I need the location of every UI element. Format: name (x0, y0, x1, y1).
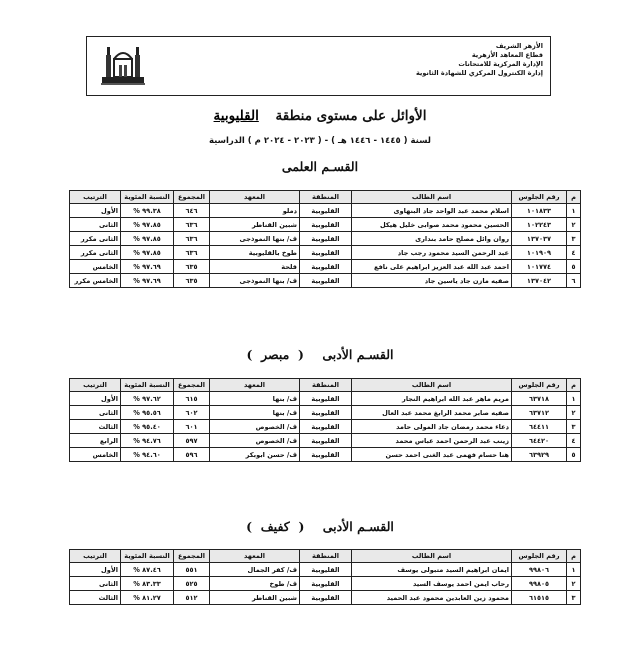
table-row (70, 563, 581, 577)
column-header: م (567, 191, 581, 204)
academic-year: لسنة ( ١٤٤٥ - ١٤٤٦ هـ ) - ( ٢٠٢٣ - ٢٠٢٤ م ) الدراسية (209, 136, 431, 146)
table-cell: ٩٧.٦٩ % (121, 274, 174, 288)
org-line: قطاع المعاهد الأزهرية (471, 51, 543, 59)
table-cell: ٣ (567, 232, 581, 246)
table-cell: الرابع (70, 434, 121, 448)
table-cell: ٢ (567, 406, 581, 420)
table-cell: ٦٤٤١١ (512, 420, 567, 434)
table-row (70, 246, 581, 260)
table-cell: الثانى (70, 406, 121, 420)
table-cell: ٩٧.٨٥ % (121, 246, 174, 260)
title-text: الأوائل على مستوى منطقة (275, 108, 427, 124)
table-row (70, 260, 581, 274)
table-cell: ٣ (567, 420, 581, 434)
table-cell: ٦٣٥ (174, 274, 210, 288)
table-cell: ٥ (567, 448, 581, 462)
table-cell: ٩٥.٤٠ % (121, 420, 174, 434)
org-line: إدارة الكنترول المركزي للشهادة الثانوية (415, 69, 543, 77)
table-cell: ٥٥١ (174, 563, 210, 577)
column-header: رقم الجلوس (512, 550, 567, 563)
table-cell: ٩٧.٨٥ % (121, 232, 174, 246)
table-cell: ٦٠٢ (174, 406, 210, 420)
table-cell: شبين القناطر (210, 218, 300, 232)
table-cell: ١ (567, 563, 581, 577)
table-cell: القليوبية (300, 218, 352, 232)
table-cell: القليوبية (300, 204, 352, 218)
table-cell: الأول (70, 204, 121, 218)
section-subtitle: كفيف (260, 519, 290, 534)
table-cell: ف/ حسن ابوبكر (210, 448, 300, 462)
org-line: الإدارة المركزية للامتحانات (458, 60, 543, 68)
table-cell: مريم ماهر عبد الله ابراهيم النجار (352, 392, 512, 406)
table-cell: القليوبية (300, 420, 352, 434)
table-cell: ٤ (567, 434, 581, 448)
table-cell: ٩٩٨٠٦ (512, 563, 567, 577)
table-cell: القليوبية (300, 448, 352, 462)
table-cell: ٦٠١ (174, 420, 210, 434)
table-cell: ١٠١٩٠٩ (512, 246, 567, 260)
table-cell: الثالث (70, 420, 121, 434)
table-cell: ٦٣٥ (174, 260, 210, 274)
table-cell: ٦ (567, 274, 581, 288)
table-cell: الخامس (70, 260, 121, 274)
table-cell: ٦٣٧١٨ (512, 392, 567, 406)
table-cell: ٩٤.٧٦ % (121, 434, 174, 448)
table-cell: ٨١.٢٧ % (121, 591, 174, 605)
table-cell: ٩٧.٦٩ % (121, 260, 174, 274)
table-cell: القليوبية (300, 392, 352, 406)
table-cell: اسلام محمد عبد الواحد جاد البنهاوى (352, 204, 512, 218)
table-row (70, 274, 581, 288)
table-cell: ف/ بنها (210, 406, 300, 420)
table-cell: الحسين محمود محمد صوابى خليل هيكل (352, 218, 512, 232)
column-header: الترتيب (70, 550, 121, 563)
table-cell: ف/ الخصوص (210, 420, 300, 434)
table-row (70, 218, 581, 232)
table-cell: محمود زين العابدين محمود عبد الحميد (352, 591, 512, 605)
table-cell: القليوبية (300, 591, 352, 605)
table-cell: ٥٢٥ (174, 577, 210, 591)
table-cell: شبين القناطر (210, 591, 300, 605)
column-header: رقم الجلوس (512, 379, 567, 392)
organization-header (283, 42, 543, 78)
column-header: رقم الجلوس (512, 191, 567, 204)
table-cell: روان وائل مصلح حامد بندارى (352, 232, 512, 246)
table-row (70, 577, 581, 591)
column-header: اسم الطالب (352, 191, 512, 204)
column-header: النسبة المئوية (121, 191, 174, 204)
table-cell: عبد الرحمن السيد محمود رجب جاد (352, 246, 512, 260)
table-cell: ٥١٢ (174, 591, 210, 605)
table-cell: ٤ (567, 246, 581, 260)
table-cell: ٦١٥١٥ (512, 591, 567, 605)
table-cell: ٣ (567, 591, 581, 605)
table-row (70, 392, 581, 406)
table-cell: ١٠٢٢٤٣ (512, 218, 567, 232)
table-cell: الثانى مكرر (70, 232, 121, 246)
table-cell: ١٠١٧٧٤ (512, 260, 567, 274)
column-header: م (567, 379, 581, 392)
table-cell: ٥٩٦ (174, 448, 210, 462)
table-cell: ٩٥.٥٦ % (121, 406, 174, 420)
table-cell: ف/ بنها النموذجى (210, 274, 300, 288)
column-header: النسبة المئوية (121, 379, 174, 392)
table-cell: القليوبية (300, 563, 352, 577)
table-cell: القليوبية (300, 406, 352, 420)
column-header: اسم الطالب (352, 379, 512, 392)
table-cell: ١ (567, 392, 581, 406)
table-cell: صفيه مازن جاد ياسين جاد (352, 274, 512, 288)
table-cell: هنا حسام فهمى عبد الغنى احمد حسن (352, 448, 512, 462)
column-header: المنطقة (300, 379, 352, 392)
column-header: الترتيب (70, 191, 121, 204)
results-table-arts-sighted (69, 378, 581, 462)
section-title-science: القسـم العلمى (281, 159, 359, 174)
table-cell: ٦٣٦ (174, 218, 210, 232)
table-cell: ٦٤٦ (174, 204, 210, 218)
table-cell: قلحة (210, 260, 300, 274)
table-cell: ١٣٧٠٣٧ (512, 232, 567, 246)
table-cell: طوخ بالقليوبية (210, 246, 300, 260)
table-cell: احمد عبد الله عبد العزيز ابراهيم على نافع (352, 260, 512, 274)
column-header: المجموع (174, 379, 210, 392)
column-header: المعهد (210, 379, 300, 392)
org-line: الأزهر الشريف (495, 42, 543, 50)
table-cell: ٨٧.٤٦ % (121, 563, 174, 577)
al-azhar-logo-icon (98, 41, 148, 87)
table-cell: ف/ بنها (210, 392, 300, 406)
table-cell: ف/ طوخ (210, 577, 300, 591)
table-cell: الثانى (70, 577, 121, 591)
column-header: المعهد (210, 191, 300, 204)
table-cell: الثانى (70, 218, 121, 232)
table-cell: ف/ الخصوص (210, 434, 300, 448)
results-table-arts-blind (69, 549, 581, 605)
table-cell: الثانى مكرر (70, 246, 121, 260)
table-header-row (70, 191, 581, 204)
table-cell: القليوبية (300, 274, 352, 288)
column-header: المنطقة (300, 191, 352, 204)
table-cell: دعاء محمد رمضان جاد المولى حامد (352, 420, 512, 434)
table-cell: ٦٣٧١٢ (512, 406, 567, 420)
table-cell: دملو (210, 204, 300, 218)
column-header: المعهد (210, 550, 300, 563)
table-cell: القليوبية (300, 232, 352, 246)
table-cell: ١٠١٨٣٣ (512, 204, 567, 218)
column-header: اسم الطالب (352, 550, 512, 563)
section-subtitle: مبصر (261, 347, 290, 362)
table-cell: ٨٣.٣٣ % (121, 577, 174, 591)
table-cell: الأول (70, 563, 121, 577)
table-cell: ٢ (567, 577, 581, 591)
table-cell: ٦٣٦ (174, 246, 210, 260)
title-region: القليوبية (213, 108, 259, 124)
table-cell: ٩٤.٦٠ % (121, 448, 174, 462)
table-cell: ٦٤٤٢٠ (512, 434, 567, 448)
table-cell: ٩٩.٣٨ % (121, 204, 174, 218)
table-cell: ٦٣٩٢٩ (512, 448, 567, 462)
table-cell: ١٣٧٠٤٢ (512, 274, 567, 288)
table-cell: ٥ (567, 260, 581, 274)
table-header-row (70, 379, 581, 392)
table-header-row (70, 550, 581, 563)
table-cell: القليوبية (300, 260, 352, 274)
table-cell: القليوبية (300, 246, 352, 260)
table-cell: ٩٧.٨٥ % (121, 218, 174, 232)
table-row (70, 448, 581, 462)
column-header: م (567, 550, 581, 563)
table-cell: رحاب ايمن احمد يوسف السيد (352, 577, 512, 591)
table-cell: القليوبية (300, 434, 352, 448)
table-row (70, 204, 581, 218)
table-row (70, 232, 581, 246)
table-cell: ايمان ابراهيم السيد متبولى يوسف (352, 563, 512, 577)
table-cell: القليوبية (300, 577, 352, 591)
table-row (70, 406, 581, 420)
table-cell: الخامس مكرر (70, 274, 121, 288)
table-cell: ٩٧.٦٢ % (121, 392, 174, 406)
table-cell: ٢ (567, 218, 581, 232)
table-cell: ١ (567, 204, 581, 218)
table-cell: ٥٩٧ (174, 434, 210, 448)
table-cell: ٩٩٨٠٥ (512, 577, 567, 591)
section-title-arts-blind: القسـم الأدبى ( كفيف ) (246, 519, 394, 534)
column-header: المجموع (174, 191, 210, 204)
table-cell: زينب عبد الرحمن احمد عباس محمد (352, 434, 512, 448)
table-cell: ٦٣٦ (174, 232, 210, 246)
table-cell: الأول (70, 392, 121, 406)
column-header: الترتيب (70, 379, 121, 392)
table-row (70, 434, 581, 448)
column-header: المنطقة (300, 550, 352, 563)
table-cell: صفيه صابر محمد الرابغ محمد عبد العال (352, 406, 512, 420)
table-cell: ف/ كفر الجمال (210, 563, 300, 577)
column-header: المجموع (174, 550, 210, 563)
table-cell: الخامس (70, 448, 121, 462)
table-row (70, 591, 581, 605)
table-row (70, 420, 581, 434)
table-cell: الثالث (70, 591, 121, 605)
results-table-science (69, 190, 581, 288)
column-header: النسبة المئوية (121, 550, 174, 563)
page-title (0, 108, 640, 124)
table-cell: ف/ بنها النموذجى (210, 232, 300, 246)
table-cell: ٦١٥ (174, 392, 210, 406)
section-title-arts-sighted: القسـم الأدبى ( مبصر ) (246, 347, 394, 362)
